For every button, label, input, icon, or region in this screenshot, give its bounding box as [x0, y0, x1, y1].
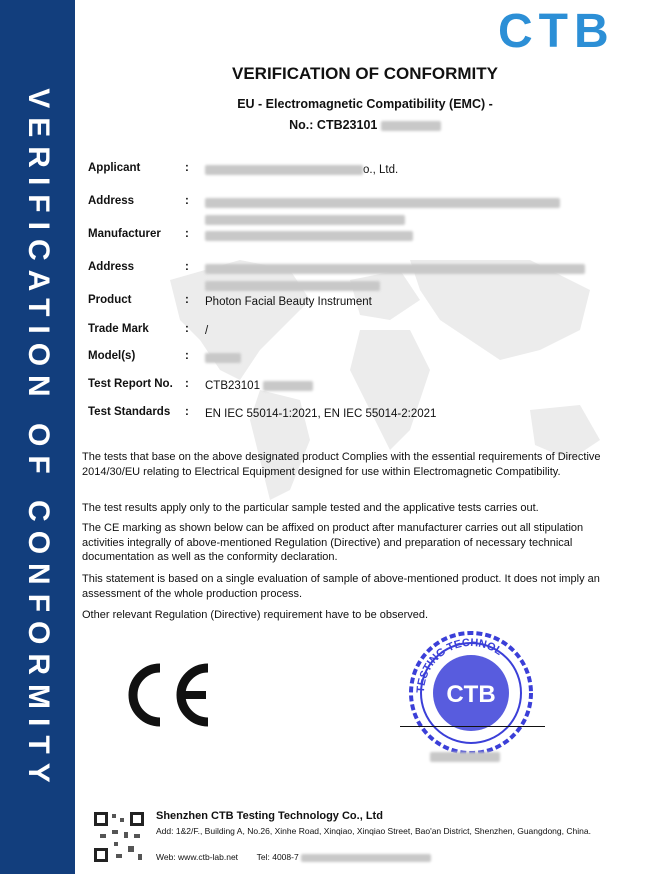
certificate-number	[75, 118, 655, 132]
redacted-text	[205, 215, 405, 225]
field-label: Trade Mark	[88, 323, 149, 335]
paragraph: Other relevant Regulation (Directive) requirement have to be observed.	[82, 609, 429, 621]
field-value: /	[205, 325, 209, 337]
field-colon: :	[185, 323, 189, 335]
paragraph: This statement is based on a single evaluation of sample of above-mentioned product. It does not imply an assessment of the whole production process.	[82, 573, 600, 600]
field-value: EN IEC 55014-1:2021, EN IEC 55014-2:2021	[205, 408, 437, 420]
paragraph: The tests that base on the above designated product Complies with the essential requirements of Directive 2014/30/EU relating to Electrical Equipment designed for use within Electromagnetic Compatibility.	[82, 451, 601, 478]
applicant-value: o., Ltd.	[363, 164, 399, 176]
paragraph: The test results apply only to the particular sample tested and the applicative tests carries out.	[82, 502, 539, 514]
redacted-text	[205, 198, 560, 208]
field-colon: :	[185, 294, 189, 306]
footer-company: Shenzhen CTB Testing Technology Co., Ltd	[156, 810, 383, 822]
footer-contact	[156, 852, 431, 862]
redacted-text	[263, 381, 313, 391]
stamp-ring-text: TESTING TECHNOL	[414, 636, 505, 694]
field-label: Product	[88, 294, 132, 306]
ce-mark	[122, 660, 217, 730]
field-colon: :	[185, 162, 189, 174]
redacted-text	[205, 353, 241, 363]
redacted-text	[205, 264, 585, 274]
field-label: Address	[88, 261, 135, 273]
page-title: VERIFICATION OF CONFORMITY	[231, 64, 498, 83]
paragraph: The CE marking as shown below can be affixed on product after manufacturer carries out all stipulation activities integrally of above-mentioned Regulation (Directive) and preparation of necessary technical documentation as well as the conformity declaration.	[82, 522, 584, 563]
certificate-number-text: No.: CTB23101	[289, 118, 378, 132]
field-label: Address	[88, 195, 135, 207]
field-label: Model(s)	[88, 350, 136, 362]
redacted-number	[381, 121, 441, 131]
field-colon: :	[185, 406, 189, 418]
sidebar-vertical-title: VERIFICATION OF CONFORMITY	[22, 88, 55, 792]
stamp-center-text: CTB	[446, 681, 496, 708]
footer-web: Web: www.ctb-lab.net	[156, 852, 239, 862]
qr-code	[92, 810, 146, 864]
field-colon: :	[185, 195, 189, 207]
footer-address: Add: 1&2/F., Building A, No.26, Xinhe Road, Xinqiao, Xinqiao Street, Bao'an District, Shenzhen, Guangdong, China.	[156, 826, 591, 836]
field-colon: :	[185, 261, 189, 273]
field-value: Photon Facial Beauty Instrument	[205, 296, 372, 308]
testing-seal-stamp	[406, 628, 536, 758]
ctb-logo: CTB	[498, 5, 615, 58]
field-colon: :	[185, 350, 189, 362]
field-value	[205, 350, 610, 367]
field-colon: :	[185, 228, 189, 240]
field-value	[205, 261, 610, 295]
redacted-text	[205, 165, 363, 175]
redacted-signature	[430, 752, 500, 762]
test-report-value: CTB23101	[205, 380, 260, 392]
signature-line	[400, 726, 545, 727]
field-colon: :	[185, 378, 189, 390]
field-value	[205, 162, 610, 179]
field-label: Test Report No.	[88, 378, 173, 390]
field-label: Applicant	[88, 162, 141, 174]
field-value	[205, 378, 610, 395]
sidebar	[0, 0, 75, 874]
redacted-text	[205, 231, 413, 241]
field-value	[205, 228, 610, 245]
field-label: Test Standards	[88, 406, 171, 418]
field-label: Manufacturer	[88, 228, 161, 240]
redacted-text	[205, 281, 380, 291]
footer-tel: Tel: 4008-7	[256, 852, 299, 862]
redacted-text	[301, 854, 431, 862]
field-value	[205, 195, 610, 229]
page-subtitle: EU - Electromagnetic Compatibility (EMC) -	[237, 97, 493, 111]
